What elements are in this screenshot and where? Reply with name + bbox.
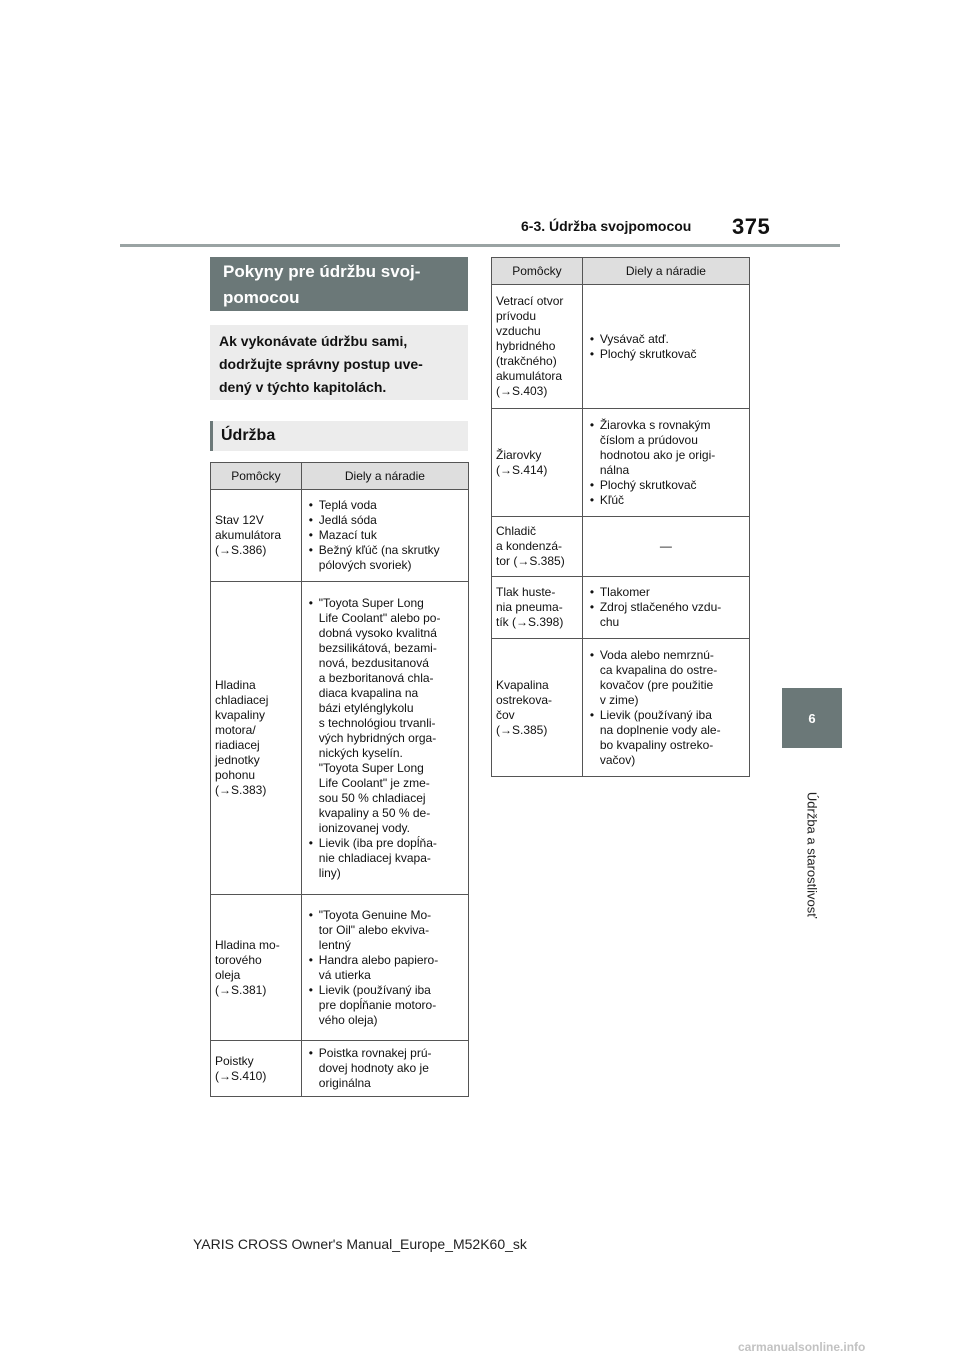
parts-list-item xyxy=(306,596,464,836)
parts-cell xyxy=(301,582,468,895)
parts-line: v zime) xyxy=(599,692,639,707)
maintenance-item-line: akumulátora xyxy=(496,369,563,383)
maintenance-item-line: tor (→S.385) xyxy=(496,554,565,568)
parts-list-item xyxy=(587,585,745,600)
parts-line: nických kyselín. xyxy=(318,745,403,760)
chapter-title: Údržba a starostlivosť xyxy=(804,791,820,919)
parts-line: • "Toyota Super Long xyxy=(318,595,424,610)
maintenance-item-line: Kvapalina xyxy=(496,677,549,692)
parts-cell xyxy=(582,577,749,639)
parts-line: • Voda alebo nemrznú- xyxy=(599,647,714,662)
table-row xyxy=(211,582,469,895)
maintenance-item-line: (→S.386) xyxy=(215,543,267,557)
parts-cell xyxy=(582,517,749,577)
maintenance-item-line: a kondenzá- xyxy=(496,539,563,553)
table-header-row xyxy=(211,463,469,490)
parts-line: • Poistka rovnakej prú- xyxy=(318,1046,432,1060)
parts-line: liny) xyxy=(318,865,341,880)
parts-line: lentný xyxy=(318,937,351,952)
maintenance-item-line: Vetrací otvor xyxy=(496,294,564,308)
maintenance-item-line: riadiacej xyxy=(215,738,260,752)
maintenance-item-cell xyxy=(492,517,583,577)
parts-line: nová, bezdusitanová xyxy=(318,655,429,670)
parts-cell xyxy=(582,285,749,409)
parts-cell xyxy=(301,895,468,1041)
subheading: Údržba xyxy=(210,421,468,451)
parts-list xyxy=(306,1046,464,1091)
maintenance-table-left xyxy=(210,462,469,1097)
table-row xyxy=(492,409,750,517)
table-row xyxy=(492,639,750,777)
parts-line: • Teplá voda xyxy=(318,498,377,512)
maintenance-item-line: Žiarovky xyxy=(496,447,542,462)
parts-list-item xyxy=(587,600,745,630)
maintenance-item-line: (→S.381) xyxy=(215,982,267,997)
maintenance-item-line: chladiacej xyxy=(215,693,269,707)
maintenance-item-cell xyxy=(211,490,302,582)
parts-line: vačov) xyxy=(599,752,636,767)
parts-line: • Plochý skrutkovač xyxy=(599,346,697,361)
parts-line: • Mazací tuk xyxy=(318,528,377,542)
maintenance-item-line: Stav 12V xyxy=(215,513,264,527)
parts-line: • Lievik (používaný iba xyxy=(599,707,712,722)
maintenance-item-cell xyxy=(492,409,583,517)
intro-box xyxy=(210,325,468,400)
chapter-tab xyxy=(782,688,842,748)
parts-list-item xyxy=(306,528,464,543)
parts-list xyxy=(306,498,464,573)
table-header-row xyxy=(492,258,750,285)
parts-line: • Kľúč xyxy=(599,492,625,507)
parts-list-item xyxy=(587,418,745,478)
parts-list-item xyxy=(587,708,745,768)
parts-cell xyxy=(582,639,749,777)
parts-line: Life Coolant" je zme- xyxy=(318,775,430,790)
maintenance-table-right xyxy=(491,257,750,777)
parts-line: kovačov (pre použitie xyxy=(599,677,714,692)
table-row xyxy=(211,1041,469,1097)
maintenance-item-line: (→S.385) xyxy=(496,722,548,737)
parts-list xyxy=(306,596,464,881)
parts-line: originálna xyxy=(318,1076,371,1090)
parts-list-item xyxy=(306,1046,464,1091)
parts-line: nie chladiacej kvapa- xyxy=(318,850,431,865)
parts-line: ionizovanej vody. xyxy=(318,820,410,835)
maintenance-item-line: akumulátora xyxy=(215,528,282,542)
maintenance-item-line: jednotky xyxy=(215,753,260,767)
parts-line: bázi etylénglykolu xyxy=(318,700,414,715)
parts-list-item xyxy=(587,332,745,347)
parts-list-item xyxy=(587,493,745,508)
parts-line: vého oleja) xyxy=(318,1012,378,1027)
parts-line: • Lievik (iba pre dopĺňa- xyxy=(318,835,437,850)
maintenance-item-line: motora/ xyxy=(215,723,256,737)
maintenance-item-line: čov xyxy=(496,707,515,722)
parts-list-item xyxy=(306,908,464,953)
parts-line: • Žiarovka s rovnakým xyxy=(599,417,711,432)
parts-line: číslom a prúdovou xyxy=(599,432,698,447)
parts-line: s technológiou trvanli- xyxy=(318,715,436,730)
parts-line: Life Coolant" alebo po- xyxy=(318,610,441,625)
parts-list-item xyxy=(306,498,464,513)
banner-line: Pokyny pre údržbu svoj- xyxy=(223,262,421,281)
maintenance-item-cell xyxy=(211,582,302,895)
maintenance-item-line: vzduchu xyxy=(496,324,541,338)
parts-line: hodnotou ako je origi- xyxy=(599,447,716,462)
parts-line: pre dopĺňanie motoro- xyxy=(318,997,437,1012)
parts-line: vá utierka xyxy=(318,967,371,982)
maintenance-item-line: nia pneuma- xyxy=(496,600,563,614)
parts-line: • Vysávač atď. xyxy=(599,331,669,346)
chapter-number: 6 xyxy=(808,710,816,726)
maintenance-item-line: oleja xyxy=(215,967,241,982)
parts-list xyxy=(587,418,745,508)
parts-line: diaca kvapalina na xyxy=(318,685,419,700)
parts-list-item xyxy=(306,543,464,573)
maintenance-item-line: Tlak huste- xyxy=(496,585,556,599)
intro-line: Ak vykonávate údržbu sami, xyxy=(219,333,408,349)
table-row xyxy=(492,517,750,577)
intro-line: dodržujte správny postup uve- xyxy=(219,356,423,372)
maintenance-item-line: hybridného xyxy=(496,339,556,353)
parts-line: bo kvapaliny ostreko- xyxy=(599,737,714,752)
maintenance-item-line: prívodu xyxy=(496,309,537,323)
maintenance-item-line: torového xyxy=(215,952,262,967)
maintenance-item-cell xyxy=(211,1041,302,1097)
section-title: 6-3. Údržba svojpomocou xyxy=(521,218,692,234)
parts-line: • Tlakomer xyxy=(599,585,650,599)
parts-line: vých hybridných orga- xyxy=(318,730,437,745)
parts-list-item xyxy=(587,347,745,362)
maintenance-item-line: Poistky xyxy=(215,1053,254,1068)
maintenance-item-cell xyxy=(211,895,302,1041)
parts-line: • Plochý skrutkovač xyxy=(599,477,697,492)
table-row xyxy=(211,490,469,582)
table-row xyxy=(211,895,469,1041)
parts-line: • Lievik (používaný iba xyxy=(318,982,431,997)
parts-line: nálna xyxy=(599,462,630,477)
parts-cell xyxy=(582,409,749,517)
parts-line: "Toyota Super Long xyxy=(318,760,424,775)
parts-line: na doplnenie vody ale- xyxy=(599,722,721,737)
parts-list-item xyxy=(587,648,745,708)
parts-line: • Bežný kľúč (na skrutky xyxy=(318,543,440,557)
column-header-parts: Diely a náradie xyxy=(582,258,749,285)
maintenance-item-line: (→S.414) xyxy=(496,462,548,477)
parts-line: dovej hodnoty ako je xyxy=(318,1061,429,1075)
parts-list-item xyxy=(306,983,464,1028)
parts-line: ca kvapalina do ostre- xyxy=(599,662,718,677)
parts-list-item xyxy=(587,478,745,493)
maintenance-item-line: Chladič xyxy=(496,524,537,538)
parts-line: bezsilikátová, bezami- xyxy=(318,640,437,655)
maintenance-item-line: (trakčného) xyxy=(496,354,557,368)
parts-list-item xyxy=(306,513,464,528)
maintenance-item-line: Hladina mo- xyxy=(215,937,280,952)
maintenance-item-line: (→S.383) xyxy=(215,783,267,797)
parts-list-item xyxy=(306,836,464,881)
table-row xyxy=(492,577,750,639)
parts-line: pólových svoriek) xyxy=(318,558,412,572)
section-banner xyxy=(210,257,468,311)
parts-line: a bezboritanová chla- xyxy=(318,670,434,685)
watermark: carmanualsonline.info xyxy=(738,1340,866,1354)
table-row xyxy=(492,285,750,409)
parts-cell xyxy=(301,490,468,582)
header-divider xyxy=(120,244,840,247)
column-header-tools: Pomôcky xyxy=(492,258,583,285)
intro-line: dený v týchto kapitolách. xyxy=(219,379,387,395)
parts-list xyxy=(306,908,464,1028)
parts-line: kvapaliny a 50 % de- xyxy=(318,805,431,820)
maintenance-item-cell xyxy=(492,639,583,777)
column-header-tools: Pomôcky xyxy=(211,463,302,490)
parts-line: • Handra alebo papiero- xyxy=(318,952,439,967)
parts-list xyxy=(587,648,745,768)
banner-line: pomocou xyxy=(223,288,300,307)
page-number: 375 xyxy=(732,214,771,239)
maintenance-item-cell xyxy=(492,285,583,409)
footer-manual-id: YARIS CROSS Owner's Manual_Europe_M52K60_sk xyxy=(193,1236,527,1252)
parts-line: tor Oil" alebo ekviva- xyxy=(318,922,430,937)
parts-line: sou 50 % chladiacej xyxy=(318,790,426,805)
parts-line: • Jedlá sóda xyxy=(318,513,377,527)
maintenance-item-line: (→S.410) xyxy=(215,1068,267,1083)
maintenance-item-line: pohonu xyxy=(215,768,256,782)
parts-list-item xyxy=(306,953,464,983)
parts-line: chu xyxy=(599,615,620,629)
column-header-parts: Diely a náradie xyxy=(301,463,468,490)
maintenance-item-line: ostrekova- xyxy=(496,692,553,707)
maintenance-item-line: (→S.403) xyxy=(496,384,548,398)
maintenance-item-line: Hladina xyxy=(215,678,256,692)
parts-line: • "Toyota Genuine Mo- xyxy=(318,907,432,922)
parts-list xyxy=(587,332,745,362)
maintenance-item-line: tík (→S.398) xyxy=(496,615,564,629)
maintenance-item-line: kvapaliny xyxy=(215,708,266,722)
maintenance-item-cell xyxy=(492,577,583,639)
parts-line: • Zdroj stlačeného vzdu- xyxy=(599,600,722,614)
parts-list xyxy=(587,585,745,630)
not-applicable-dash: — xyxy=(659,539,672,553)
parts-cell xyxy=(301,1041,468,1097)
parts-line: dobná vysoko kvalitná xyxy=(318,625,437,640)
